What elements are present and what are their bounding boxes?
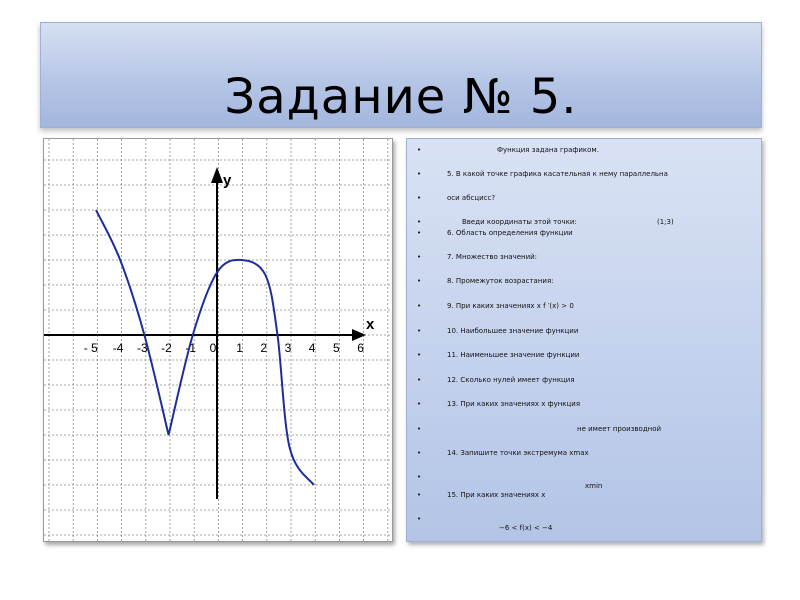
bullet-icon: • [417,302,422,310]
task-item [407,325,761,337]
task-text: Функция задана графиком. [497,146,599,154]
task-item [407,300,761,312]
task-item [407,168,761,180]
task-text: 13. При каких значениях x функция [447,400,581,408]
x-tick-label: 2 [260,341,268,355]
bullet-icon: • [417,515,422,523]
task-text: −6 < f(x) < −4 [499,524,553,532]
bullet-icon: • [417,170,422,178]
x-axis-label: x [366,316,375,333]
x-tick-label: -2 [161,341,172,355]
task-text: 14. Запишите точки экстремума xmax [447,449,589,457]
x-tick-label: 1 [236,341,243,355]
bullet-icon: • [417,146,422,154]
x-tick-label: 3 [284,341,292,355]
task-item [407,227,761,239]
bullet-icon: • [417,400,422,408]
task-text: 7. Множество значений: [447,253,538,261]
task-item [407,398,761,410]
task-text: xmin [585,482,603,490]
function-graph-panel [43,138,393,542]
x-tick-label: -3 [136,341,148,355]
task-item [407,522,761,534]
task-text: оси абсцисс? [447,194,496,202]
task-text: 15. При каких значениях x [447,491,546,499]
task-item [407,423,761,435]
function-curve [96,210,314,485]
x-tick-label: 0 [209,341,217,355]
task-text: Введи координаты этой точки: [462,218,577,226]
task-item [407,275,761,287]
task-item [407,374,761,386]
x-tick-labels [84,341,364,355]
task-text: 10. Наибольшее значение функции [447,327,579,335]
y-axis-label: y [223,172,232,189]
tasks-panel [406,138,762,542]
task-item [407,349,761,361]
x-tick-label: -1 [185,341,197,355]
task-item [407,144,761,156]
task-item [407,251,761,263]
task-item [407,489,761,501]
bullet-icon: • [417,253,422,261]
task-text: не имеет производной [577,425,662,433]
bullet-icon: • [417,277,422,285]
bullet-icon: • [417,351,422,359]
task-text: 5. В какой точке графика касательная к нему параллельна [447,170,668,178]
task-answer: (1;3) [657,218,674,226]
task-text: 9. При каких значениях x f ′(x) > 0 [447,302,574,310]
bullet-icon: • [417,491,422,499]
bullet-icon: • [417,229,422,237]
x-tick-label: 4 [308,341,316,355]
x-tick-label: 5 [333,341,340,355]
x-tick-label: 6 [357,341,364,355]
x-tick-label: - 5 [83,341,98,355]
bullet-icon: • [417,327,422,335]
task-text: 12. Сколько нулей имеет функция [447,376,575,384]
bullet-icon: • [417,218,422,226]
task-text: 8. Промежуток возрастания: [447,277,554,285]
bullet-icon: • [417,449,422,457]
y-axis-arrow-icon [211,167,223,183]
function-graph [44,139,392,541]
bullet-icon: • [417,194,422,202]
slide-title: Задание № 5. [224,69,578,125]
title-banner [40,22,762,128]
bullet-icon: • [417,473,422,481]
task-item [407,192,761,204]
task-item [407,447,761,459]
task-text: 6. Область определения функции [447,229,573,237]
bullet-icon: • [417,425,422,433]
bullet-icon: • [417,376,422,384]
task-text: 11. Наименьшее значение функции [447,351,580,359]
x-tick-label: -4 [112,341,124,355]
